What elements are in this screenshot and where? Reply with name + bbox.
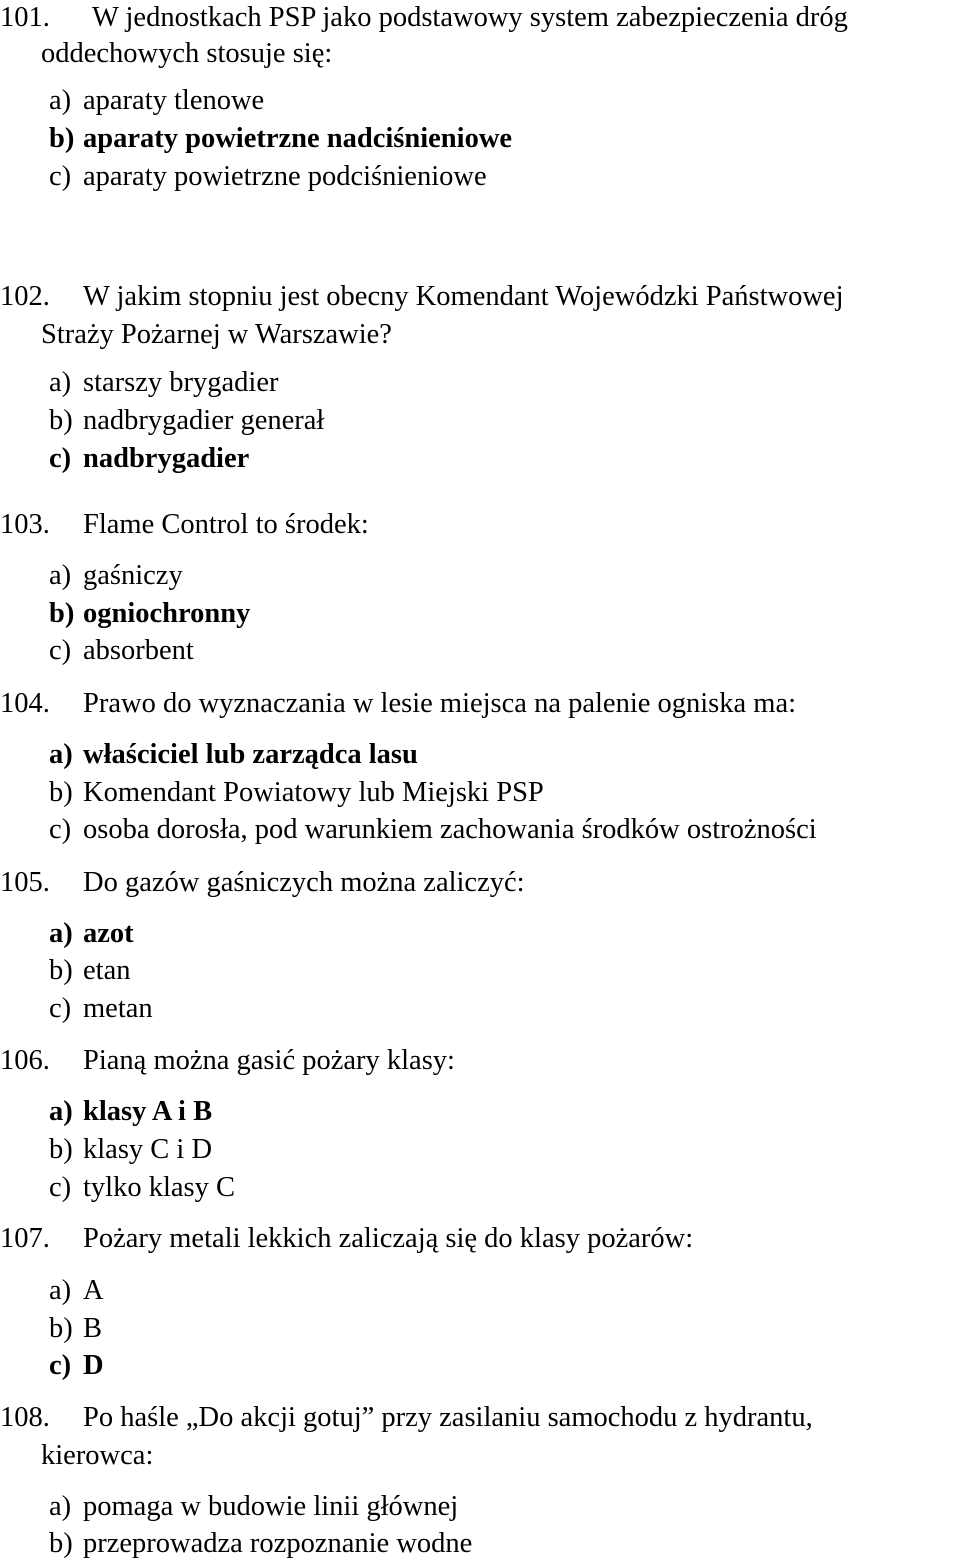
- question-number: 103.: [0, 509, 50, 540]
- question-number: 108.: [0, 1402, 50, 1433]
- question-text: W jednostkach PSP jako podstawowy system zabezpieczenia dróg: [92, 2, 848, 33]
- question-number: 101.: [0, 2, 50, 33]
- question-text: Pianą można gasić pożary klasy:: [83, 1045, 455, 1076]
- question-text: Do gazów gaśniczych można zaliczyć:: [83, 867, 525, 898]
- question-number: 104.: [0, 688, 50, 719]
- question-text: Prawo do wyznaczania w lesie miejsca na palenie ogniska ma:: [83, 688, 797, 719]
- question-number: 107.: [0, 1223, 50, 1254]
- question-text: Pożary metali lekkich zaliczają się do klasy pożarów:: [83, 1223, 694, 1254]
- question-text-continued: Straży Pożarnej w Warszawie?: [41, 319, 392, 350]
- question-text: Po haśle „Do akcji gotuj” przy zasilaniu samochodu z hydrantu,: [83, 1402, 813, 1433]
- question-text: Flame Control to środek:: [83, 509, 369, 540]
- question-text: W jakim stopniu jest obecny Komendant Wojewódzki Państwowej: [83, 281, 844, 312]
- question-number: 102.: [0, 281, 50, 312]
- question-text-continued: kierowca:: [41, 1440, 154, 1471]
- question-text-continued: oddechowych stosuje się:: [41, 38, 333, 69]
- question-number: 106.: [0, 1045, 50, 1076]
- question-number: 105.: [0, 867, 50, 898]
